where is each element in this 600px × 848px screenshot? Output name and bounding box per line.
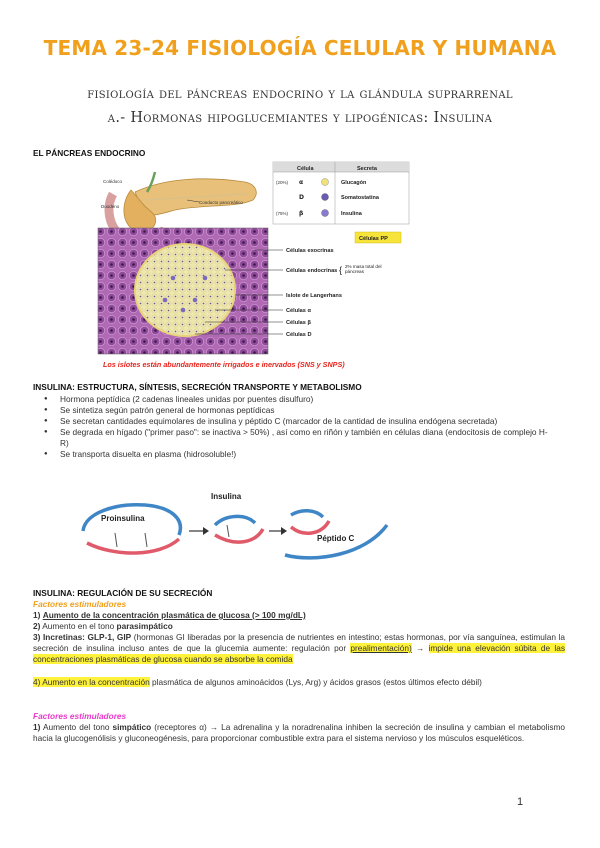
factors-second-title [33, 711, 565, 722]
highlight-text: prealimentación) [350, 643, 412, 653]
table-hormone: Somatostatina [341, 195, 379, 201]
table-header-secreta: Secreta [357, 166, 377, 172]
factors-title: Factores estimuladores [33, 711, 127, 721]
label-pp: Células PP [359, 236, 388, 242]
factor-bold: parasimpático [116, 621, 173, 631]
pancreas-islet-figure [95, 160, 425, 375]
list-item: ● Se sintetiza según patrón general de hormonas peptídicas [33, 405, 553, 416]
brace-icon: { [339, 265, 343, 275]
section-heading-insulina: INSULINA: ESTRUCTURA, SÍNTESIS, SECRECIÓN TRANSPORTE Y METABOLISMO [33, 382, 362, 392]
table-pct: (75%) [276, 211, 289, 216]
list-item: ● Se transporta disuelta en plasma (hidrosoluble!) [33, 449, 553, 460]
arrow-text: → [411, 643, 429, 653]
factor-text: Aumento en el tono [42, 621, 117, 631]
factors-title: Factores estimuladores [33, 599, 127, 609]
factor-bold: simpático [112, 722, 152, 732]
list-item: ● Se degrada en hígado ("primer paso": se inactiva > 50%) , así como en riñón y también en células diana (endocitosis de complejo H-R) [33, 427, 553, 449]
table-hormone: Glucagón [341, 180, 367, 186]
table-header-cell: Célula [297, 166, 314, 172]
section-subtitle: a.- Hormonas hipoglucemiantes y lipogénicas: Insulina [107, 110, 493, 126]
highlight-text: 4) Aumento en la concentración [33, 677, 150, 687]
factor-text: Aumento de la concentración plasmática de glucosa (> 100 mg/dL) [42, 610, 306, 620]
table-cell-type: D [299, 194, 304, 201]
factors-stimulating-title [33, 599, 565, 610]
section-heading-regulacion: INSULINA: REGULACIÓN DE SU SECRECIÓN [33, 588, 213, 598]
proinsulin-cleavage-figure [75, 485, 395, 565]
label-endocrinas: Células endocrinas [286, 268, 338, 274]
label-exocrinas: Células exocrinas [286, 248, 334, 254]
table-cell-type: β [299, 210, 304, 217]
delta-cell-icon [322, 194, 329, 201]
label-delta: Células D [286, 332, 312, 338]
alpha-cell-icon [322, 179, 329, 186]
factor-4 [33, 677, 565, 688]
label-proinsulina: Proinsulina [101, 514, 145, 523]
label-insulina: Insulina [211, 492, 242, 501]
label-masa: 2% masa total del páncreas [345, 264, 382, 275]
factor-3 [33, 632, 565, 665]
beta-cell-icon [322, 210, 329, 217]
factor-bold: Incretinas: GLP-1, GIP [42, 632, 132, 642]
figure-caption: Los islotes están abundantemente irrigados e inervados (SNS y SNPS) [103, 360, 345, 369]
factor-text: plasmática de algunos aminoácidos (Lys, Arg) y ácidos grasos (estos últimos efecto débil) [149, 677, 482, 687]
factor-number: 3) [33, 632, 41, 642]
label-coledoco: Colédoco [103, 179, 123, 184]
table-hormone: Insulina [341, 211, 362, 217]
label-peptido-c: Péptido C [317, 534, 355, 543]
factor-1 [33, 610, 565, 621]
highlight-text: impide una elevación súbita de las concentraciones plasmáticas de glucosa cuando se absorbe la comida [33, 643, 565, 664]
secretion-table [273, 162, 409, 224]
insulin-bullet-list [33, 394, 553, 460]
factor-text: (hormonas GI liberadas por la presencia de nutrientes en intestino; estas hormonas, por vía sanguínea, estimulan la secreción de insulina incluso antes de que la glucemia aumente: regulación por [33, 632, 565, 653]
factor-number: 1) [33, 610, 41, 620]
table-pct: (20%) [276, 180, 289, 185]
list-item: ● Se secretan cantidades equimolares de insulina y péptido C (marcador de la cantidad de insulina endógena secretada) [33, 416, 553, 427]
table-cell-type: α [299, 179, 304, 186]
label-duodeno: Duodeno [101, 204, 120, 209]
label-beta: Células β [286, 320, 311, 326]
page-subtitle: fisiología del páncreas endocrino y la glándula suprarrenal [87, 86, 513, 102]
page-number: 1 [517, 796, 524, 808]
islet-micrograph [98, 228, 268, 354]
list-item: ● Hormona peptídica (2 cadenas lineales unidas por puentes disulfuro) [33, 394, 553, 405]
page-title: TEMA 23-24 FISIOLOGÍA CELULAR Y HUMANA [43, 36, 557, 60]
factor-text: Aumento del tono [42, 722, 113, 732]
factor-2 [33, 621, 565, 632]
factor-simpatico [33, 722, 565, 744]
label-alfa: Células α [286, 308, 311, 314]
factor-text: (receptores α) → La adrenalina y la noradrenalina inhiben la secreción de insulina y cambian el metabolismo hacia la glucogenólisis y gluconeogénesis, para proporcionar combustible extra para el sistema nervioso y los músculos esqueléticos. [33, 722, 565, 743]
factor-number: 2) [33, 621, 41, 631]
section-heading-pancreas: EL PÁNCREAS ENDOCRINO [33, 148, 146, 158]
label-conducto: Conducto pancreático [199, 200, 243, 205]
factor-number: 1) [33, 722, 41, 732]
label-islote: Islote de Langerhans [286, 293, 342, 299]
